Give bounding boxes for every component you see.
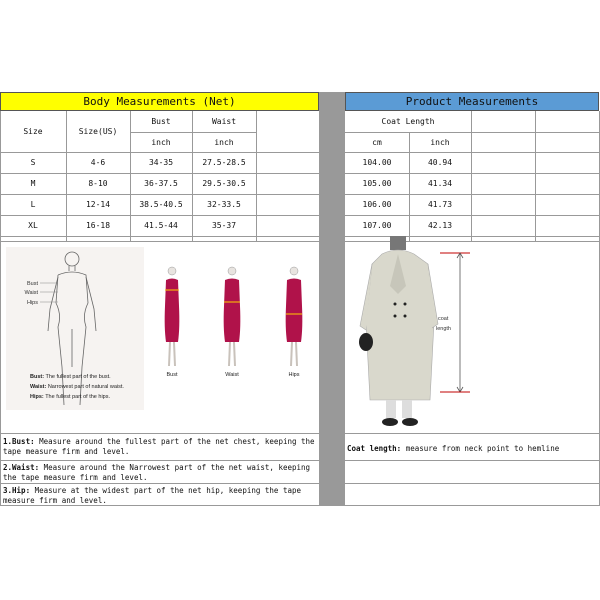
- bust-column-header: Bust: [151, 117, 171, 126]
- table-row-cm: 104.00: [362, 158, 392, 167]
- table-row-inch: 41.73: [427, 200, 453, 209]
- table-row-us: 4-6: [90, 158, 106, 167]
- table-row-cm: 106.00: [362, 200, 392, 209]
- legend-hips: Hips: The fullest part of the hips.: [30, 394, 111, 400]
- body-measurements-header: Body Measurements (Net): [0, 92, 319, 111]
- note-waist: 2.Waist: Measure around the Narrowest part of the net waist, keeping the tape measure firm and level.: [3, 463, 311, 482]
- table-row-waist: 35-37: [211, 221, 237, 230]
- table-row-inch: 40.94: [427, 158, 453, 167]
- svg-text:Waist: Waist: [225, 372, 239, 378]
- product-measurements-header: Product Measurements: [345, 92, 599, 111]
- dress-figure-bust: [165, 267, 180, 378]
- table-row-us: 8-10: [88, 179, 108, 188]
- coat-length-unit-inch: inch: [430, 137, 450, 147]
- figure-label-hips: Hips: [26, 300, 38, 306]
- dress-figure-hips: [286, 267, 303, 378]
- table-row-waist: 32-33.5: [207, 200, 241, 209]
- table-row-us: 16-18: [85, 221, 111, 230]
- svg-text:Bust: Bust: [166, 372, 178, 378]
- figure-label-waist: Waist: [24, 290, 38, 296]
- coat-length-column-header: Coat Length: [381, 117, 435, 126]
- figure-label-bust: Bust: [26, 281, 38, 287]
- dress-figures: [148, 262, 314, 380]
- table-row-waist: 27.5-28.5: [202, 158, 246, 167]
- table-row-bust: 41.5-44: [144, 221, 178, 230]
- size-chart: [0, 92, 600, 508]
- table-row-inch: 41.34: [427, 179, 453, 188]
- note-coat-length: Coat length: measure from neck point to hemline: [347, 444, 560, 453]
- table-row-us: 12-14: [85, 200, 111, 209]
- table-row-waist: 29.5-30.5: [202, 179, 246, 188]
- legend-bust: Bust: The fullest part of the bust.: [30, 374, 111, 380]
- legend-waist: Waist: Narrowest part of natural waist.: [30, 384, 124, 390]
- waist-column-header: Waist: [211, 117, 237, 126]
- body-measurement-figure: [6, 247, 144, 410]
- dress-figure-waist: [224, 267, 241, 378]
- table-row-cm: 105.00: [362, 179, 392, 188]
- coat-figure: [352, 234, 472, 430]
- bust-unit: inch: [151, 137, 171, 147]
- table-row-size: M: [30, 179, 36, 188]
- svg-text:Hips: Hips: [288, 372, 300, 378]
- note-hip: 3.Hip: Measure at the widest part of the net hip, keeping the tape measure firm and level.: [3, 486, 302, 505]
- table-row-cm: 107.00: [362, 221, 392, 230]
- table-row-bust: 36-37.5: [144, 179, 178, 188]
- size-column-header: Size: [23, 127, 43, 136]
- note-bust: 1.Bust: Measure around the fullest part of the net chest, keeping the tape measure firm and level.: [3, 437, 315, 456]
- coat-label-line1: coat: [438, 316, 449, 322]
- table-row-size: L: [30, 200, 36, 209]
- coat-length-unit-cm: cm: [372, 137, 382, 147]
- table-row-bust: 34-35: [148, 158, 174, 167]
- size-us-column-header: Size(US): [78, 127, 118, 136]
- coat-label-line2: length: [436, 326, 451, 332]
- waist-unit: inch: [214, 137, 234, 147]
- table-row-inch: 42.13: [427, 221, 453, 230]
- table-row-bust: 38.5-40.5: [139, 200, 183, 209]
- table-row-size: XL: [28, 221, 38, 230]
- table-row-size: S: [30, 158, 36, 167]
- column-separator: [319, 92, 345, 506]
